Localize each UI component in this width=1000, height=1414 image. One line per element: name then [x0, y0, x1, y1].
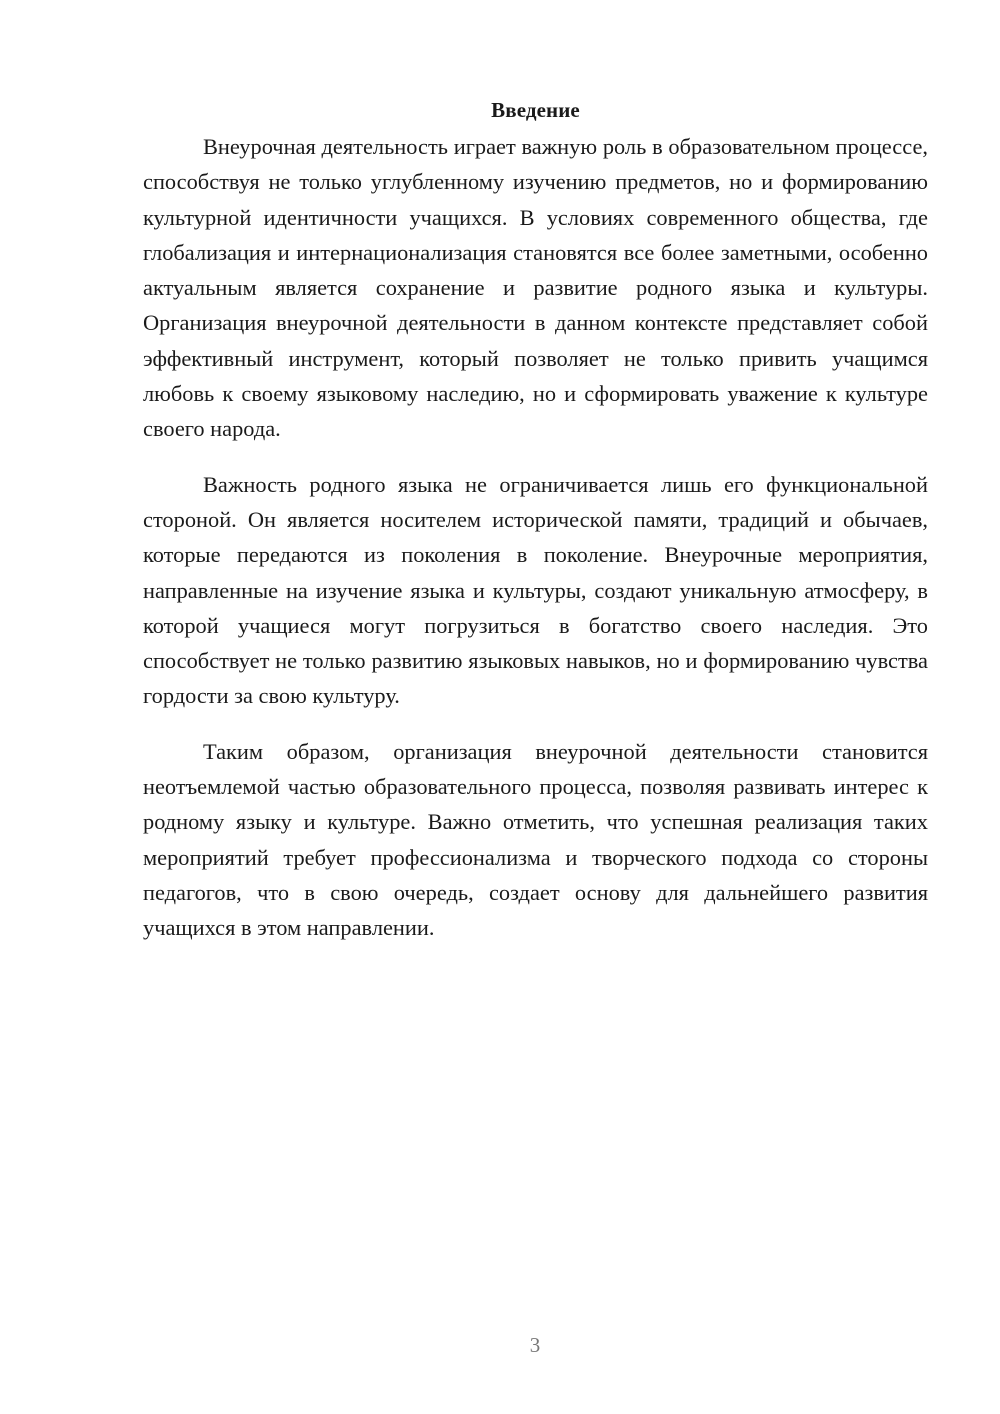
paragraph-1: Внеурочная деятельность играет важную роль в образовательном процессе, способствуя не только углубленному изучению предметов, но и формированию культурной идентичности учащихся. В условиях современного общества, где глобализация и интернационализация становятся все более заметными, особенно актуальным является сохранение и развитие родного языка и культуры. Организация внеурочной деятельности в данном контексте представляет собой эффективный инструмент, который позволяет не только привить учащимся любовь к своему языковому наследию, но и сформировать уважение к культуре своего народа. [143, 134, 928, 442]
document-page [143, 92, 928, 946]
paragraph-2: Важность родного языка не ограничивается лишь его функциональной стороной. Он является носителем исторической памяти, традиций и обычаев, которые передаются из поколения в поколение. Внеурочные мероприятия, направленные на изучение языка и культуры, создают уникальную атмосферу, в которой учащиеся могут погрузиться в богатство своего наследия. Это способствует не только развитию языковых навыков, но и формированию чувства гордости за свою культуру. [143, 471, 928, 709]
section-heading: Введение [491, 98, 580, 122]
page-number: 3 [529, 1333, 541, 1357]
paragraph-3: Таким образом, организация внеурочной деятельности становится неотъемлемой частью образовательного процесса, позволяя развивать интерес к родному языку и культуре. Важно отметить, что успешная реализация таких мероприятий требует профессионализма и творческого подхода со стороны педагогов, что в свою очередь, создает основу для дальнейшего развития учащихся в этом направлении. [143, 738, 928, 941]
